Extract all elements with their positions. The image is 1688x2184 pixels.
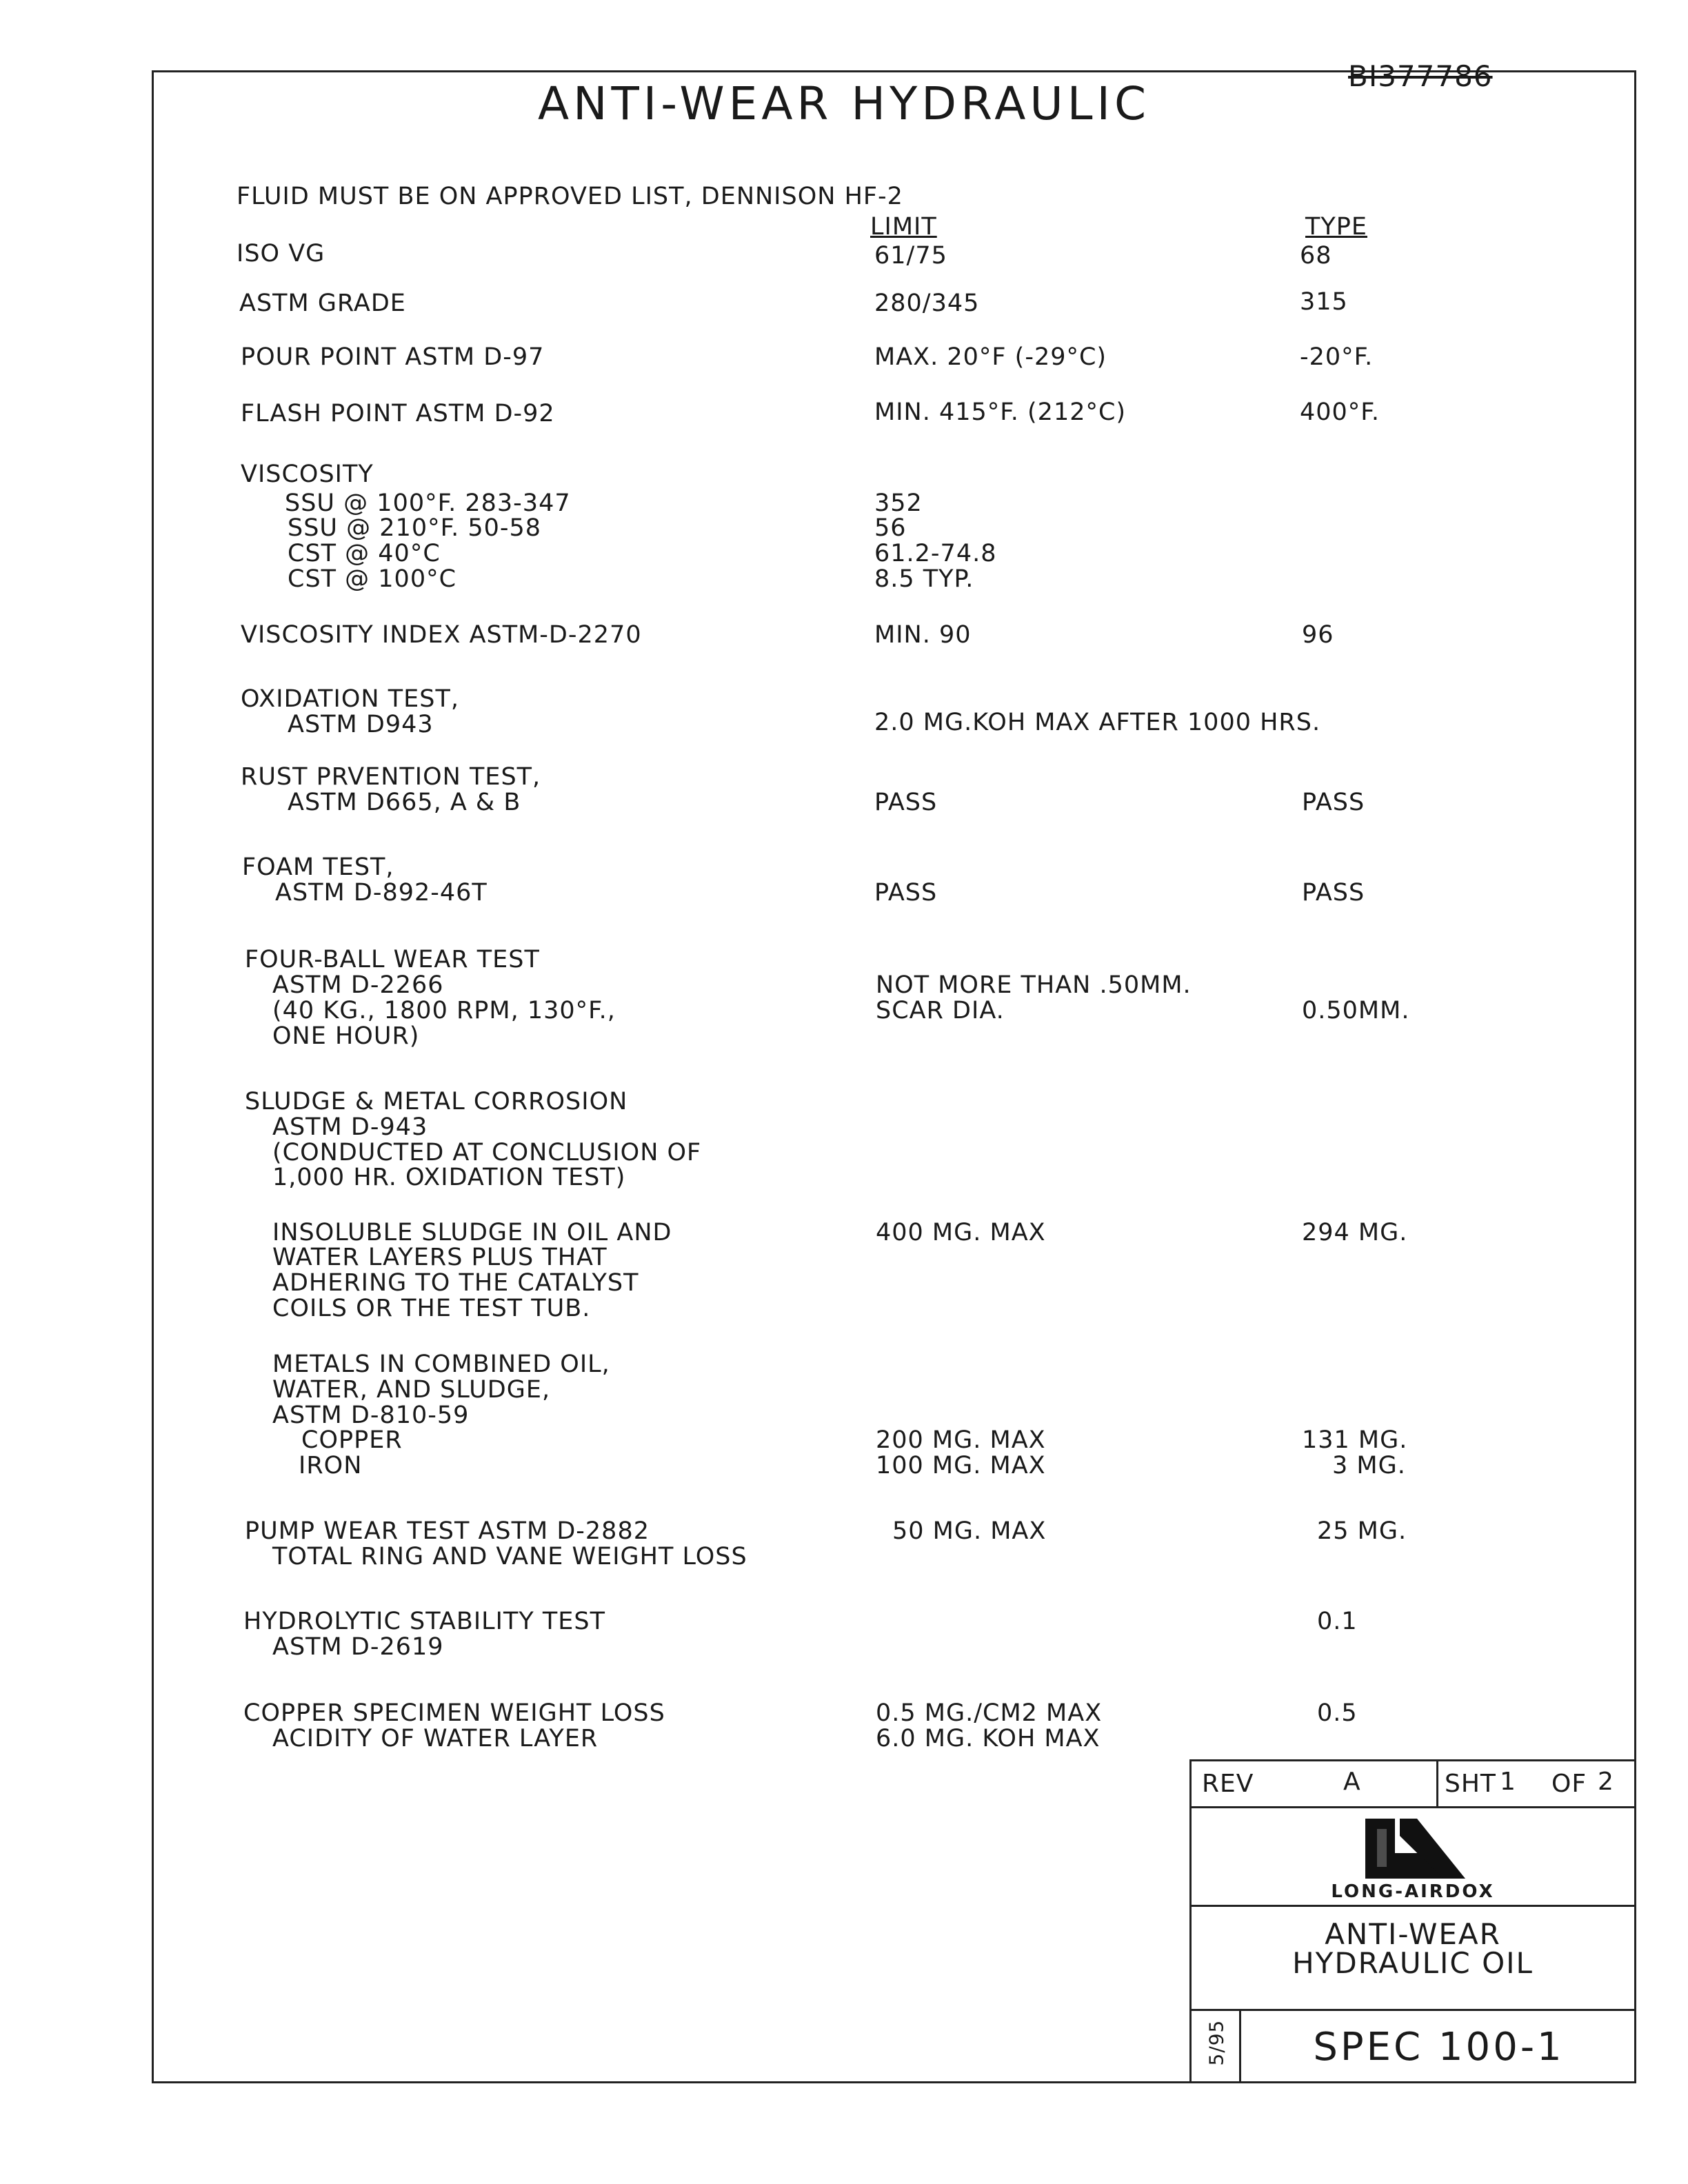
spec-label: SSU @ 210°F. 50-58 [288, 514, 542, 542]
spec-limit: PASS [874, 879, 938, 907]
spec-label: COPPER SPECIMEN WEIGHT LOSS [243, 1699, 665, 1727]
sheet-total: 2 [1598, 1768, 1614, 1796]
spec-type: 25 MG. [1317, 1517, 1407, 1545]
title-block-divider [1436, 1759, 1438, 1808]
doc-title-line-1: ANTI-WEAR [1325, 1917, 1501, 1951]
spec-label: COPPER [301, 1426, 403, 1454]
spec-type: 294 MG. [1302, 1219, 1408, 1246]
spec-label: TOTAL RING AND VANE WEIGHT LOSS [272, 1543, 747, 1570]
spec-limit: MAX. 20°F (-29°C) [874, 343, 1107, 371]
spec-label: ONE HOUR) [272, 1022, 420, 1050]
spec-label: (40 KG., 1800 RPM, 130°F., [272, 997, 616, 1024]
spec-label: ASTM D665, A & B [288, 789, 521, 816]
spec-label: POUR POINT ASTM D-97 [241, 343, 545, 371]
spec-type: 131 MG. [1302, 1426, 1408, 1454]
limit-header: LIMIT [870, 213, 937, 241]
spec-limit: 61.2-74.8 [874, 540, 997, 567]
title-block-divider [1189, 1806, 1636, 1808]
spec-type: PASS [1302, 789, 1365, 816]
spec-label: (CONDUCTED AT CONCLUSION OF [272, 1139, 702, 1166]
type-header: TYPE [1305, 213, 1367, 241]
spec-label: METALS IN COMBINED OIL, [272, 1351, 610, 1378]
spec-label: CST @ 40°C [288, 540, 441, 567]
spec-label: WATER, AND SLUDGE, [272, 1376, 551, 1404]
spec-label: IRON [299, 1452, 363, 1479]
spec-limit: MIN. 90 [874, 621, 972, 649]
document-number: BI377786 [1348, 59, 1493, 93]
sheet-label: SHT [1445, 1770, 1496, 1798]
spec-label: COILS OR THE TEST TUB. [272, 1295, 591, 1322]
spec-label: ASTM D943 [288, 711, 434, 738]
spec-limit: MIN. 415°F. (212°C) [874, 398, 1127, 426]
spec-type: 68 [1300, 242, 1332, 270]
spec-label: FLASH POINT ASTM D-92 [241, 400, 555, 427]
spec-limit: 200 MG. MAX [876, 1426, 1046, 1454]
spec-label: ASTM D-810-59 [272, 1402, 470, 1429]
spec-number: SPEC 100-1 [1313, 2025, 1565, 2070]
of-label: OF [1551, 1770, 1587, 1798]
rev-value: A [1343, 1768, 1361, 1796]
spec-limit: 6.0 MG. KOH MAX [876, 1725, 1101, 1752]
spec-label: WATER LAYERS PLUS THAT [272, 1244, 607, 1271]
spec-label: ASTM D-2266 [272, 971, 444, 999]
spec-label: ASTM D-892-46T [275, 879, 488, 907]
spec-limit: 400 MG. MAX [876, 1219, 1046, 1246]
spec-label: SLUDGE & METAL CORROSION [245, 1088, 628, 1115]
spec-limit: 280/345 [874, 290, 980, 317]
title-block-divider [1189, 2009, 1636, 2011]
spec-limit: 56 [874, 514, 907, 542]
spec-type: PASS [1302, 879, 1365, 907]
spec-label: ADHERING TO THE CATALYST [272, 1269, 639, 1297]
spec-label: ASTM D-943 [272, 1113, 428, 1141]
spec-label: PUMP WEAR TEST ASTM D-2882 [245, 1517, 650, 1545]
spec-limit: 8.5 TYP. [874, 565, 974, 593]
spec-type: -20°F. [1300, 343, 1374, 371]
page-title: ANTI-WEAR HYDRAULIC [537, 77, 1151, 130]
spec-limit: SCAR DIA. [876, 997, 1005, 1024]
spec-type: 315 [1300, 288, 1348, 316]
spec-label: HYDROLYTIC STABILITY TEST [243, 1608, 605, 1635]
spec-label: ISO VG [237, 240, 325, 267]
spec-limit: NOT MORE THAN .50MM. [876, 971, 1192, 999]
spec-label: ASTM GRADE [239, 290, 406, 317]
spec-label: RUST PRVENTION TEST, [241, 763, 541, 791]
spec-limit: 2.0 MG.KOH MAX AFTER 1000 HRS. [874, 709, 1321, 736]
spec-label: FOAM TEST, [242, 853, 394, 881]
spec-label: FOUR-BALL WEAR TEST [245, 946, 540, 973]
spec-type: 400°F. [1300, 398, 1380, 426]
title-block-divider [1189, 1905, 1636, 1907]
spec-type: 0.1 [1317, 1608, 1358, 1635]
spec-label: CST @ 100°C [288, 565, 457, 593]
spec-type: 96 [1302, 621, 1334, 649]
sheet-number: 1 [1500, 1768, 1516, 1796]
company-logo-icon [1362, 1815, 1469, 1881]
revision-date: 5/95 [1205, 2019, 1228, 2066]
spec-limit: 0.5 MG./CM2 MAX [876, 1699, 1103, 1727]
spec-label: VISCOSITY [241, 461, 374, 488]
spec-label: ACIDITY OF WATER LAYER [272, 1725, 599, 1752]
spec-label: 1,000 HR. OXIDATION TEST) [272, 1164, 626, 1191]
spec-limit: 61/75 [874, 242, 947, 270]
spec-limit: 50 MG. MAX [892, 1517, 1047, 1545]
rev-label: REV [1202, 1770, 1254, 1798]
spec-label: SSU @ 100°F. 283-347 [285, 489, 571, 517]
spec-type: 0.5 [1317, 1699, 1358, 1727]
spec-limit: 100 MG. MAX [876, 1452, 1046, 1479]
company-name: LONG-AIRDOX [1331, 1881, 1495, 1902]
spec-label: VISCOSITY INDEX ASTM-D-2270 [241, 621, 642, 649]
spec-type: 0.50MM. [1302, 997, 1410, 1024]
spec-limit: 352 [874, 489, 923, 517]
spec-type: 3 MG. [1332, 1452, 1406, 1479]
doc-title-line-2: HYDRAULIC OIL [1292, 1946, 1534, 1980]
spec-label: INSOLUBLE SLUDGE IN OIL AND [272, 1219, 672, 1246]
intro-text: FLUID MUST BE ON APPROVED LIST, DENNISON HF-2 [237, 183, 903, 210]
spec-limit: PASS [874, 789, 938, 816]
spec-label: OXIDATION TEST, [241, 685, 459, 713]
spec-label: ASTM D-2619 [272, 1633, 444, 1661]
